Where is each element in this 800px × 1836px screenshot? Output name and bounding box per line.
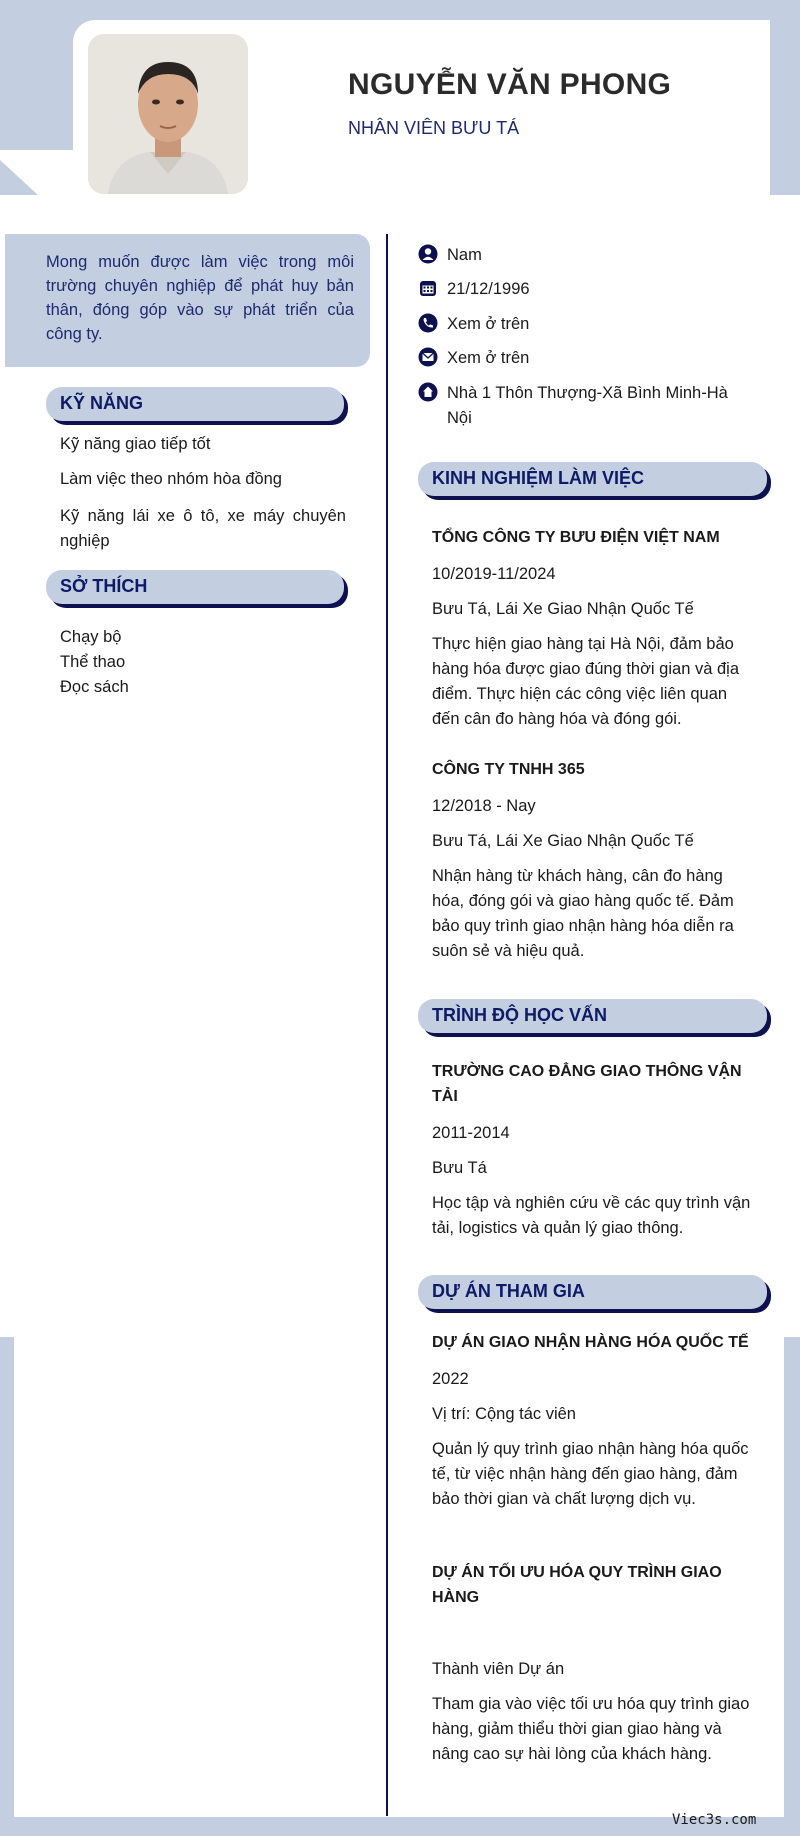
education-entry [432,1059,752,1241]
profile-photo [88,34,248,194]
education-heading [418,999,767,1033]
company-name: CÔNG TY TNHH 365 [432,761,585,778]
project-time [432,1622,752,1647]
hobby-item: Chạy bộ [60,628,122,646]
project-time: 2022 [432,1370,469,1388]
project-description: Quản lý quy trình giao nhận hàng hóa quốc tế, từ việc nhận hàng đến giao hàng, đảm bảo thời gian và chất lượng dịch vụ. [432,1440,749,1508]
project-description: Tham gia vào việc tối ưu hóa quy trình giao hàng, giảm thiểu thời gian giao hàng và nâng cao sự hài lòng của khách hàng. [432,1695,750,1763]
experience-time: 12/2018 - Nay [432,797,536,815]
skill-item: Làm việc theo nhóm hòa đồng [60,470,282,488]
projects-heading [418,1275,767,1309]
experience-title: KINH NGHIỆM LÀM VIỆC [432,468,645,488]
experience-entry [432,757,752,964]
header-right-strip [770,0,800,195]
project-role: Vị trí: Cộng tác viên [432,1405,576,1423]
email-text: Xem ở trên [447,349,530,367]
education-title: TRÌNH ĐỘ HỌC VẤN [432,1005,607,1025]
experience-description: Thực hiện giao hàng tại Hà Nội, đảm bảo hàng hóa được giao đúng thời gian và địa điểm. Thực hiện các công việc liên quan đến cân đo hàng hóa và đóng gói. [432,635,739,728]
hobbies-title: SỞ THÍCH [60,576,148,596]
skill-item: Kỹ năng giao tiếp tốt [60,435,211,453]
education-major: Bưu Tá [432,1159,487,1177]
experience-heading [418,462,767,496]
project-name: DỰ ÁN TỐI ƯU HÓA QUY TRÌNH GIAO HÀNG [432,1564,722,1606]
gender-text: Nam [447,246,482,264]
calendar-icon [418,278,438,298]
address-text: Nhà 1 Thôn Thượng-Xã Bình Minh-Hà Nội [447,384,728,427]
birthday-text: 21/12/1996 [447,280,530,298]
hobby-item: Đọc sách [60,678,129,696]
home-icon [418,382,438,402]
project-role: Thành viên Dự án [432,1660,565,1678]
company-name: TỔNG CÔNG TY BƯU ĐIỆN VIỆT NAM [432,529,720,546]
user-icon [418,244,438,264]
watermark: Viec3s.com [672,1812,757,1828]
phone-icon [418,313,438,333]
education-description: Học tập và nghiên cứu về các quy trình vận tải, logistics và quản lý giao thông. [432,1194,751,1237]
hobbies-heading [46,570,344,604]
phone-text: Xem ở trên [447,315,530,333]
career-objective [5,234,370,367]
experience-entry [432,525,752,732]
hobby-item: Thể thao [60,653,126,671]
skills-title: KỸ NĂNG [60,393,144,413]
experience-description: Nhận hàng từ khách hàng, cân đo hàng hóa, đóng gói và giao hàng quốc tế. Đảm bảo quy trình giao nhận hàng hóa diễn ra suôn sẻ và hiệu quả. [432,867,734,960]
education-time: 2011-2014 [432,1124,510,1142]
decor-triangle [0,160,38,195]
experience-role: Bưu Tá, Lái Xe Giao Nhận Quốc Tế [432,832,694,850]
project-name: DỰ ÁN GIAO NHẬN HÀNG HÓA QUỐC TẾ [432,1334,749,1351]
projects-title: DỰ ÁN THAM GIA [432,1281,585,1301]
candidate-name: NGUYỄN VĂN PHONG [348,68,672,101]
skills-heading [46,387,344,421]
experience-time: 10/2019-11/2024 [432,565,556,583]
column-divider [386,234,388,1816]
candidate-position: NHÂN VIÊN BƯU TÁ [348,118,520,138]
skill-item: Kỹ năng lái xe ô tô, xe máy chuyên nghiệp [60,507,346,550]
project-entry [432,1330,752,1512]
objective-text: Mong muốn được làm việc trong môi trường chuyên nghiệp để phát huy bản thân, đóng góp vào sự phát triển của công ty. [46,253,354,343]
school-name: TRƯỜNG CAO ĐẲNG GIAO THÔNG VẬN TẢI [432,1063,742,1105]
envelope-icon [418,347,438,367]
experience-role: Bưu Tá, Lái Xe Giao Nhận Quốc Tế [432,600,694,618]
project-entry [432,1560,752,1767]
